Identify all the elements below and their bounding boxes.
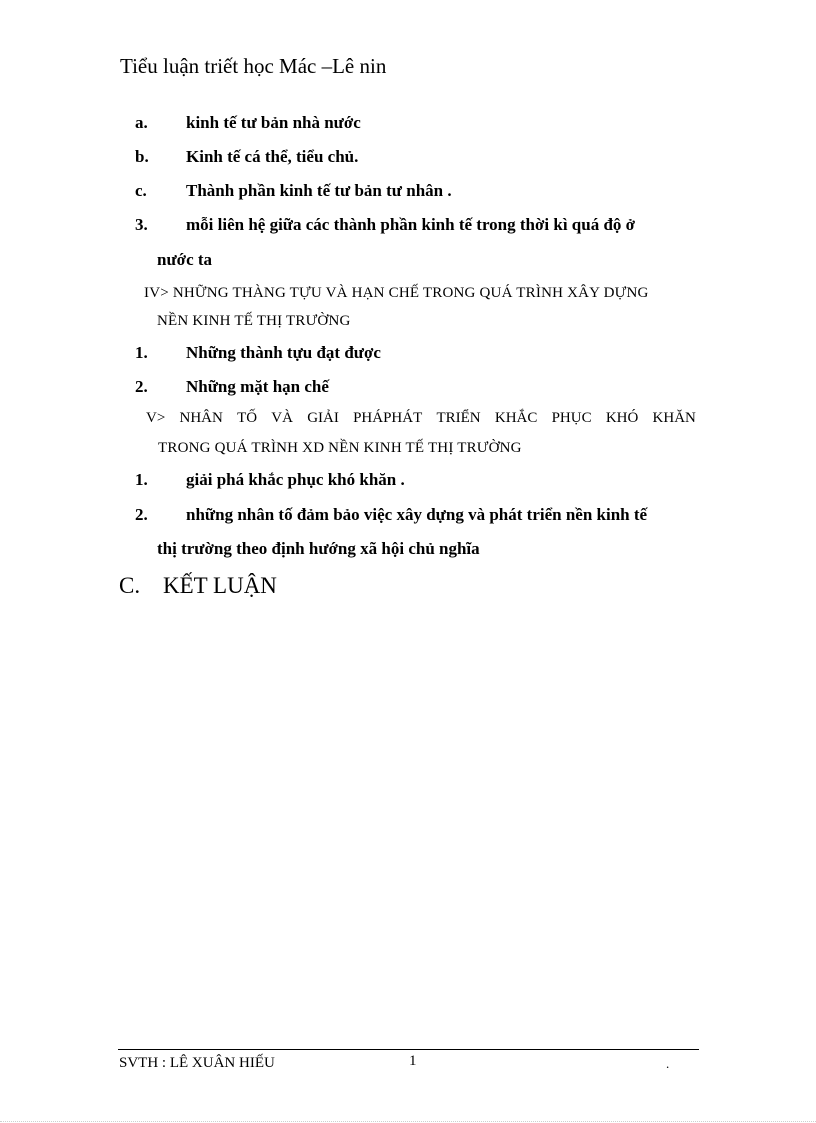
heading-word: TỐ (237, 410, 258, 426)
conclusion-letter: C. (119, 573, 141, 598)
section-heading-iv-line2: NỀN KINH TẾ THỊ TRƯỜNG (157, 313, 351, 329)
footer-page-number: 1 (409, 1053, 417, 1069)
list-item-number: 2. (135, 377, 148, 396)
list-item-number: 1. (135, 470, 148, 489)
list-item (135, 180, 705, 202)
footer-dot: . (666, 1056, 670, 1071)
heading-word: KHĂN (652, 410, 696, 426)
section-heading-v-line1 (146, 408, 696, 428)
section-heading-v-line2: TRONG QUÁ TRÌNH XD NỀN KINH TẾ THỊ TRƯỜNG (158, 440, 522, 456)
document-header-title: Tiểu luận triết học Mác –Lê nin (120, 54, 387, 78)
heading-word: KHÓ (605, 410, 639, 426)
list-item-text: Những thành tựu đạt được (186, 343, 381, 362)
list-item-text: giải phá khắc phục khó khăn . (186, 470, 405, 489)
heading-word: GIẢI (307, 410, 339, 426)
list-item (135, 146, 705, 168)
heading-word: PHỤC (551, 410, 592, 426)
list-item-number: 1. (135, 343, 148, 362)
section-heading-iv-line1: IV> NHỮNG THÀNG TỰU VÀ HẠN CHẾ TRONG QUÁ TRÌNH XÂY DỰNG (144, 285, 649, 301)
list-item-number: 3. (135, 215, 148, 234)
list-item (135, 214, 705, 236)
list-item-number: b. (135, 147, 149, 166)
footer-divider (118, 1049, 699, 1050)
list-item-number: 2. (135, 505, 148, 524)
list-item-continuation: thị trường theo định hướng xã hội chủ nghĩa (157, 539, 480, 558)
list-item (135, 342, 705, 364)
list-item (135, 112, 705, 134)
conclusion-heading (119, 572, 277, 600)
heading-word: TRIỂN (436, 410, 481, 426)
heading-word: V> (146, 410, 166, 426)
heading-word: PHÁPHÁT (353, 410, 423, 426)
list-item-number: c. (135, 181, 147, 200)
list-item (135, 469, 705, 491)
heading-word: VÀ (271, 410, 293, 426)
list-item-text: mỗi liên hệ giữa các thành phần kinh tế trong thời kì quá độ ở (186, 215, 636, 234)
list-item-text: Kinh tế cá thể, tiểu chủ. (186, 147, 359, 166)
list-item-text: Thành phần kinh tế tư bản tư nhân . (186, 181, 452, 200)
list-item (135, 376, 705, 398)
list-item-text: những nhân tố đảm bảo việc xây dựng và phát triển nền kinh tế (186, 505, 648, 524)
list-item (135, 504, 705, 526)
list-item-text: kinh tế tư bản nhà nước (186, 113, 361, 132)
heading-word: KHẮC (494, 410, 538, 426)
list-item-text: Những mặt hạn chế (186, 377, 329, 396)
list-item-continuation: nước ta (157, 250, 213, 269)
page-bottom-edge (0, 1121, 816, 1122)
conclusion-title: KẾT LUẬN (163, 573, 277, 598)
footer-author: SVTH : LÊ XUÂN HIẾU (119, 1055, 275, 1071)
list-item-number: a. (135, 113, 148, 132)
heading-word: NHÂN (179, 410, 223, 426)
